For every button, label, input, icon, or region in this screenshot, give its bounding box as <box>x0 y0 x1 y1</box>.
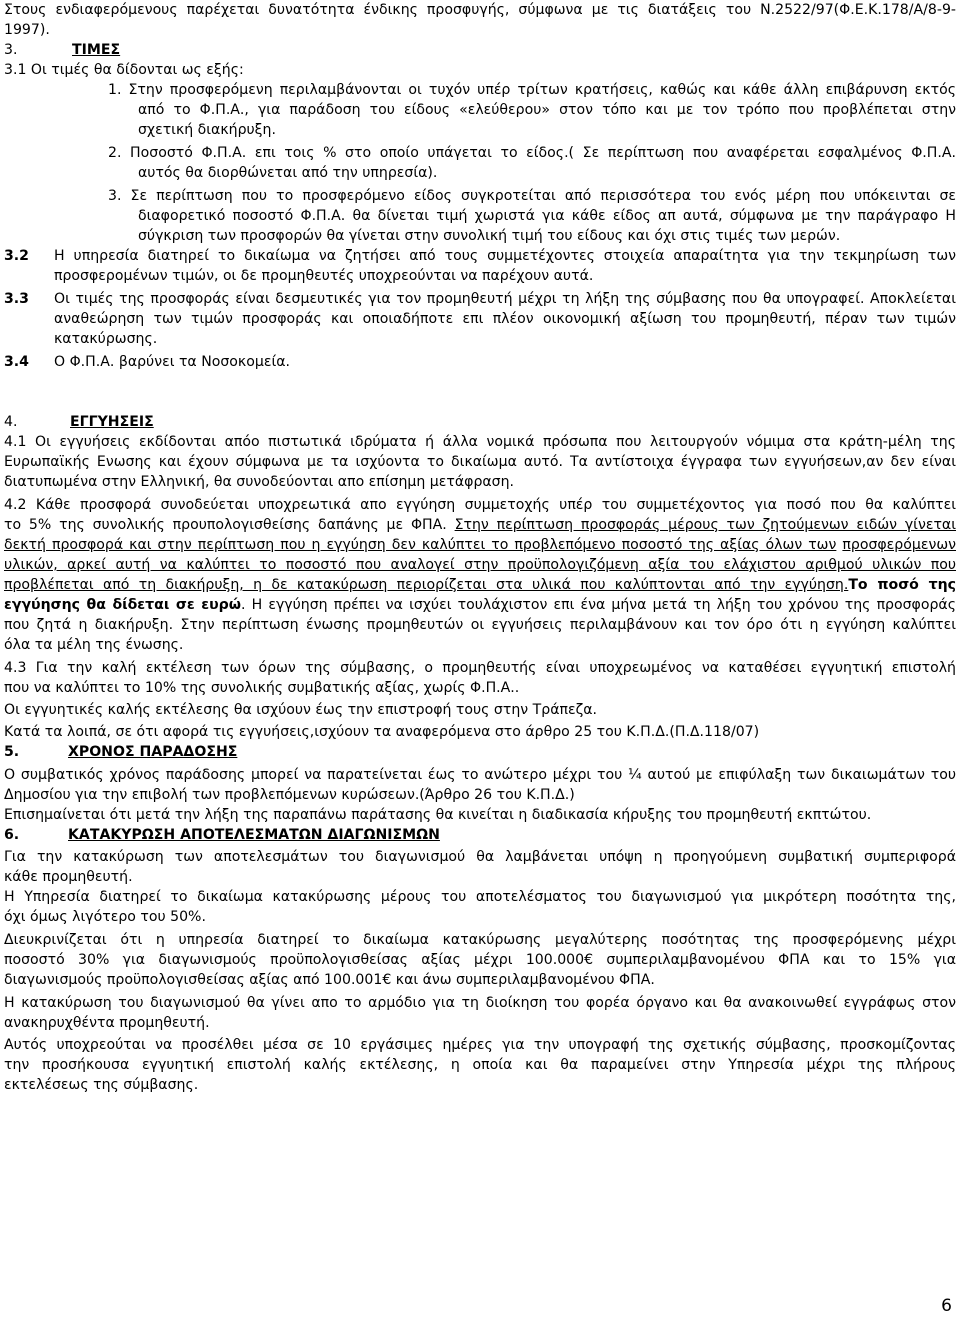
section-number: 4. <box>4 414 18 430</box>
section-number: 6. <box>4 827 20 843</box>
paragraph-line: κατακύρωσης. <box>54 331 158 347</box>
subsection-number: 3.3 <box>4 291 29 307</box>
paragraph-line: Κατά τα λοιπά, σε ότι αφορά τις εγγυήσεις,ισχύουν τα αναφερόμενα στο άρθρο 25 του Κ.Π.Δ.(Π.Δ.118/07) <box>4 724 760 740</box>
paragraph-line: Ο συμβατικός χρόνος παράδοσης μπορεί να παρατείνεται έως το ανώτερο μέχρι του ¼ αυτού με επιφύλαξη των δικαιωμάτων του <box>4 767 956 783</box>
underlined-text: προσφερόμενων <box>842 537 956 553</box>
paragraph-line: που ζητά η διακήρυξη. Στην περίπτωση ένωσης προμηθευτών οι εγγυήσεις περιλαμβάνουν και τον όρο ότι η εγγύηση καλύπτει <box>4 617 956 633</box>
paragraph-line: Αυτός υποχρεούται να προσέλθει μέσα σε 10 εργάσιμες ημέρες για την υπογραφή της σχετικής σύμβασης, προσκομίζοντας <box>4 1037 956 1053</box>
list-item-line: αυτός θα διορθώνεται από την υπηρεσία). <box>138 165 438 181</box>
paragraph-line <box>4 575 956 595</box>
paragraph-line: όλα τα μέλη της ένωσης. <box>4 637 184 653</box>
paragraph-line <box>4 515 956 535</box>
paragraph-line: την προσήκουσα εγγυητική επιστολή καλής εκτέλεσης, η οποία και θα παραμείνει στην Υπηρεσία μέχρι της πλήρους <box>4 1057 956 1073</box>
underlined-text: προβλέπεται από τη διακήρυξη, η δε κατακύρωση περιορίζεται στα υλικά που καλύπτονται από την εγγύηση. <box>4 577 849 593</box>
section-heading <box>4 825 440 845</box>
paragraph-line: 4.3 Για την καλή εκτέλεση των όρων της σύμβασης, ο προμηθευτής είναι υποχρεωμένος να καταθέσει εγγυητική επιστολή <box>4 660 956 676</box>
paragraph-line: Η υπηρεσία διατηρεί το δικαίωμα να ζητήσει από τους συμμετέχοντες στοιχεία απαραίτητα για την τεκμηρίωση των <box>54 248 956 264</box>
paragraph-line: που να καλύπτει το 10% της συνολικής συμβατικής αξίας, χωρίς Φ.Π.Α.. <box>4 680 520 696</box>
intro-line: 1997). <box>4 22 50 38</box>
paragraph-line: ανακηρυχθέντα προμηθευτή. <box>4 1015 210 1031</box>
bold-text: εγγύησης θα δίδεται σε ευρώ <box>4 597 241 613</box>
paragraph-line <box>4 535 956 555</box>
paragraph-text: το 5% της συνολικής προυπολογισθείσης δαπάνης με ΦΠΑ. <box>4 517 455 533</box>
section-heading <box>4 742 238 762</box>
paragraph-line: κάθε προμηθευτή. <box>4 869 133 885</box>
list-item-line: σύγκριση των προσφορών θα γίνεται στην συνολική τιμή του είδους και όχι στις τιμές των μερών. <box>138 228 841 244</box>
list-item-line: διαφορετικό ποσοστό Φ.Π.Α. θα δίνεται τιμή χωριστά για κάθε είδος απ αυτά, σύμφωνα με την παράγραφο Η <box>138 208 956 224</box>
section-title: ΕΓΓΥΗΣΕΙΣ <box>70 414 154 430</box>
subsection-number: 3.2 <box>4 248 29 264</box>
section-title: ΚΑΤΑΚΥΡΩΣΗ ΑΠΟΤΕΛΕΣΜΑΤΩΝ ΔΙΑΓΩΝΙΣΜΩΝ <box>68 827 440 843</box>
paragraph-line: 4.2 Κάθε προσφορά συνοδεύεται υποχρεωτικά απο εγγύηση συμμετοχής υπέρ του συμμετέχοντος για ποσό που θα καλύπτει <box>4 497 956 513</box>
subsection-number: 3.4 <box>4 354 29 370</box>
section-number: 5. <box>4 744 20 760</box>
list-item-line: από το Φ.Π.Α., για παράδοση του είδους «ελεύθερου» στον τόπο και με τον τρόπο που προβλέπεται στην <box>138 102 956 118</box>
paragraph-line: υλικών, αρκεί αυτή να καλύπτει το ποσοστό που αναλογεί στην προϋπολογιζόμενη αξία του ελάχιστου αριθμού υλικών που <box>4 557 956 573</box>
section-title: ΤΙΜΕΣ <box>72 42 121 58</box>
paragraph-line: Ο Φ.Π.Α. βαρύνει τα Νοσοκομεία. <box>54 354 290 370</box>
paragraph-line: Διευκρινίζεται ότι η υπηρεσία διατηρεί το δικαίωμα κατακύρωσης μεγαλύτερης ποσότητας της προσφερόμενης μέχρι <box>4 932 956 948</box>
paragraph-line: Οι εγγυητικές καλής εκτέλεσης θα ισχύουν έως την επιστροφή τους στην Τράπεζα. <box>4 702 598 718</box>
paragraph-line <box>4 595 956 615</box>
paragraph-line: Επισημαίνεται ότι μετά την λήξη της παραπάνω παράτασης θα κινείται η διαδικασία κήρυξης του προμηθευτή εκπτώτου. <box>4 807 872 823</box>
section-heading <box>4 40 121 60</box>
paragraph-line: Ευρωπαϊκής Ενωσης και έχουν σύμφωνα με τα ισχύοντα το δικαίωμα αυτό. Τα αντίστοιχα έγγραφα των εγγυήσεων,αν δεν είναι <box>4 454 956 470</box>
underlined-text: δεκτή προσφορά και στην περίπτωση που η εγγύηση δεν καλύπτει το προβλεπόμενο ποσοστό της αξίας όλων των <box>4 537 837 553</box>
paragraph-line: όχι όμως λιγότερο του 50%. <box>4 909 206 925</box>
list-item-line: 2. Ποσοστό Φ.Π.Α. επι τοις % στο οποίο υπάγεται το είδος.( Σε περίπτωση που αναφέρεται εσφαλμένος Φ.Π.Α. <box>108 145 956 161</box>
page-number: 6 <box>941 1296 952 1316</box>
paragraph-line: διαγωνισμούς προϋπολογισθείσας αξίας από 100.001€ και άνω συμπεριλαμβανομένου ΦΠΑ. <box>4 972 655 988</box>
paragraph-line: Η κατακύρωση του διαγωνισμού θα γίνει απο το αρμόδιο για τη διοίκηση του φορέα όργανο και θα ανακοινωθεί εγγράφως στον <box>4 995 956 1011</box>
paragraph-line: προσφερομένων τιμών, οι δε προμηθευτές υποχρεούνται να παρέχουν αυτά. <box>54 268 594 284</box>
paragraph-line: αναθεώρηση των τιμών προσφοράς και οποιαδήποτε επι πλέον οικονομική αξίωση του προμηθευτή, πέραν των τιμών <box>54 311 956 327</box>
paragraph-line: 4.1 Οι εγγυήσεις εκδίδονται απόο πιστωτικά ιδρύματα ή άλλα νομικά πρόσωπα που λειτουργούν νόμιμα στα κράτη-μέλη της <box>4 434 956 450</box>
section-heading <box>4 412 154 432</box>
list-item-line: 3. Σε περίπτωση που το προσφερόμενο είδος συγκροτείται από περισσότερα του ενός μέρη που υπόκεινται σε <box>108 188 956 204</box>
paragraph-text: . Η εγγύηση πρέπει να ισχύει τουλάχιστον επι ένα μήνα μετά τη λήξη του χρόνου της προσφοράς <box>240 597 956 613</box>
underlined-text: Στην περίπτωση προσφοράς μέρους των ζητούμενων ειδών γίνεται <box>454 517 956 533</box>
section-title: ΧΡΟΝΟΣ ΠΑΡΑΔΟΣΗΣ <box>68 744 238 760</box>
paragraph-line: Δημοσίου για την επιβολή των προβλεπόμενων κυρώσεων.(Άρθρο 26 του Κ.Π.Δ.) <box>4 787 575 803</box>
intro-line: Στους ενδιαφερόμενους παρέχεται δυνατότητα ένδικης προσφυγής, σύμφωνα με τις διατάξεις του Ν.2522/97(Φ.Ε.Κ.178/Α/8-9- <box>4 2 956 18</box>
subsection-line: 3.1 Οι τιμές θα δίδονται ως εξής: <box>4 62 244 78</box>
paragraph-line: διατυπωμένα στην Ελληνική, θα συνοδεύονται απο επίσημη μετάφραση. <box>4 474 515 490</box>
list-item-line: 1. Στην προσφερόμενη περιλαμβάνονται οι τυχόν υπέρ τρίτων κρατήσεις, καθώς και κάθε άλλη επιβάρυνση εκτός <box>108 82 956 98</box>
paragraph-line: ποσοστό 30% για διαγωνισμούς προϋπολογισθείσας αξίας μέχρι 100.000€ συμπεριλαμβανομένου ΦΠΑ και το 15% για <box>4 952 956 968</box>
paragraph-line: Για την κατακύρωση των αποτελεσμάτων του διαγωνισμού θα λαμβάνεται υπόψη η προηγούμενη συμβατική συμπεριφορά <box>4 849 956 865</box>
bold-text: Το ποσό της <box>848 577 956 593</box>
section-number: 3. <box>4 42 18 58</box>
paragraph-line: Οι τιμές της προσφοράς είναι δεσμευτικές για τον προμηθευτή μέχρι τη λήξη της σύμβασης που θα υπογραφεί. Αποκλείεται <box>54 291 956 307</box>
paragraph-line: Η Υπηρεσία διατηρεί το δικαίωμα κατακύρωσης μέρους του αποτελέσματος του διαγωνισμού για μικρότερη ποσότητα της, <box>4 889 956 905</box>
paragraph-line: εκτελέσεως της σύμβασης. <box>4 1077 199 1093</box>
list-item-line: σχετική διακήρυξη. <box>138 122 276 138</box>
